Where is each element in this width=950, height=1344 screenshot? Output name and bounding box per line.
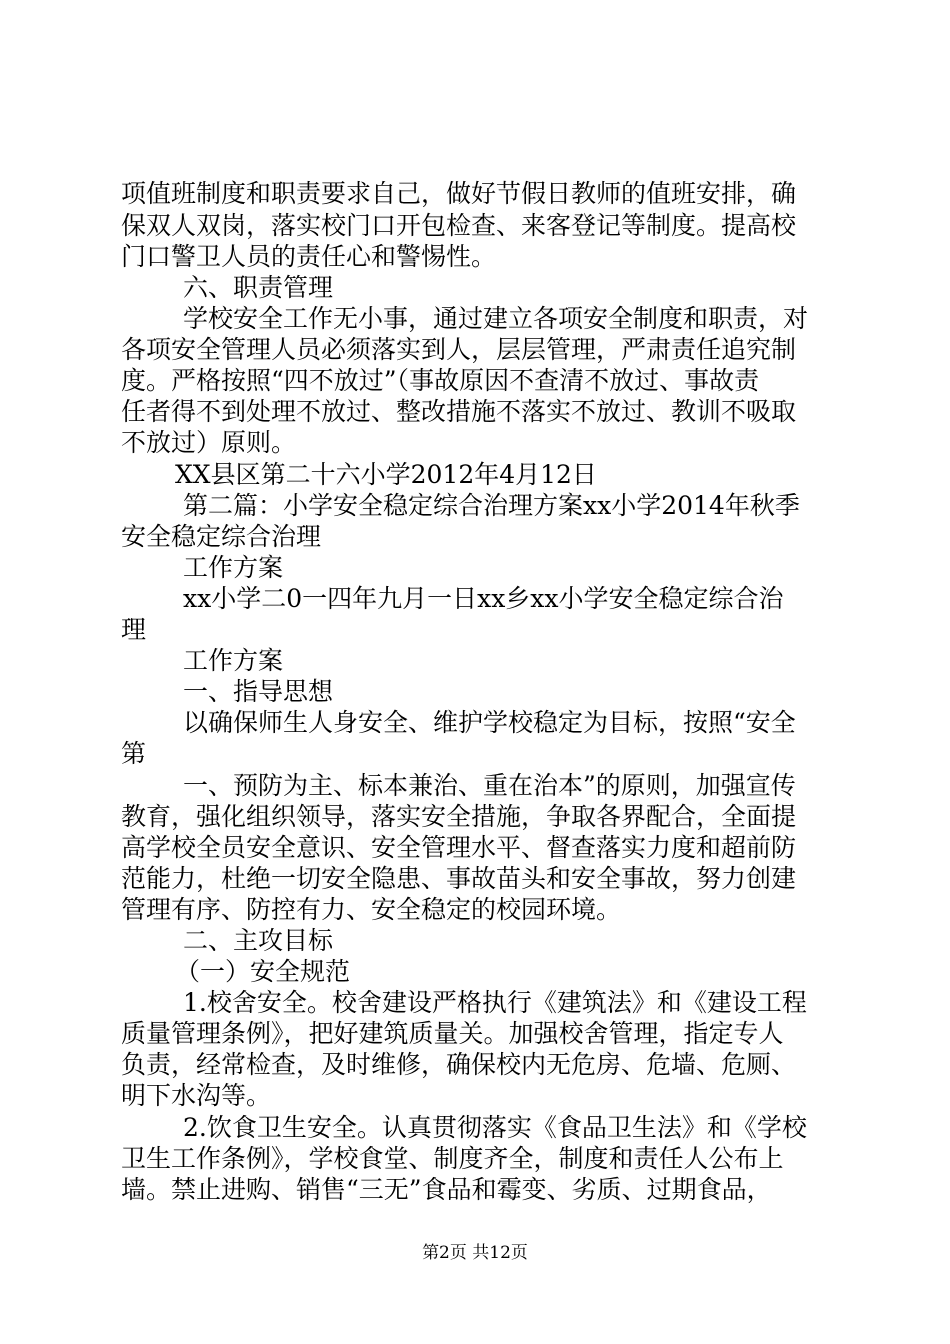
text-line: 以确保师生人身安全、维护学校稳定为目标，按照“安全 — [183, 708, 796, 737]
subsection-heading: （一）安全规范 — [175, 957, 351, 986]
text-line: 2.饮食卫生安全。认真贯彻落实《食品卫生法》和《学校 — [183, 1113, 807, 1142]
text-line: 工作方案 — [183, 646, 284, 675]
text-line: 管理有序、防控有力、安全稳定的校园环境。 — [121, 895, 622, 924]
text-line: 学校安全工作无小事，通过建立各项安全制度和职责，对 — [183, 304, 809, 333]
text-line: 不放过）原则。 — [121, 428, 297, 457]
text-line: 负责，经常检查，及时维修，确保校内无危房、危墙、危厕、 — [121, 1050, 797, 1079]
text-line: 第 — [121, 739, 147, 768]
text-line: 1.校舍安全。校舍建设严格执行《建筑法》和《建设工程 — [183, 988, 807, 1017]
text-line: 各项安全管理人员必须落实到人，层层管理，严肃责任追究制 — [121, 335, 797, 364]
text-line: 明下水沟等。 — [121, 1081, 272, 1110]
text-line: 度。严格按照“四不放过”（事故原因不查清不放过、事故责 — [121, 366, 760, 395]
section-heading: 一、指导思想 — [183, 677, 334, 706]
text-line: 项值班制度和职责要求自己，做好节假日教师的值班安排，确 — [121, 179, 797, 208]
text-line: 工作方案 — [183, 553, 284, 582]
section-heading: 六、职责管理 — [183, 273, 334, 302]
text-line: 范能力，杜绝一切安全隐患、事故苗头和安全事故，努力创建 — [121, 864, 797, 893]
chapter-title: 第二篇：小学安全稳定综合治理方案xx小学2014年秋季 — [183, 491, 800, 520]
text-line: 任者得不到处理不放过、整改措施不落实不放过、教训不吸取 — [121, 397, 797, 426]
text-line: 教育，强化组织领导，落实安全措施，争取各界配合，全面提 — [121, 802, 797, 831]
text-line: 保双人双岗，落实校门口开包检查、来客登记等制度。提高校 — [121, 211, 797, 240]
text-line: 墙。禁止进购、销售“三无”食品和霉变、劣质、过期食品， — [121, 1175, 772, 1204]
text-line: xx小学二0一四年九月一日xx乡xx小学安全稳定综合治 — [183, 584, 784, 613]
signature-line: XX县区第二十六小学2012年4月12日 — [175, 460, 597, 489]
text-line: 质量管理条例》，把好建筑质量关。加强校舍管理，指定专人 — [121, 1019, 784, 1048]
text-line: 高学校全员安全意识、安全管理水平、督查落实力度和超前防 — [121, 833, 797, 862]
section-heading: 二、主攻目标 — [183, 926, 334, 955]
page-number: 第2页 共12页 — [422, 1243, 528, 1263]
text-line: 一、预防为主、标本兼治、重在治本”的原则，加强宣传 — [183, 771, 796, 800]
text-line: 理 — [121, 615, 147, 644]
text-line: 门口警卫人员的责任心和警惕性。 — [121, 242, 497, 271]
text-line: 卫生工作条例》，学校食堂、制度齐全，制度和责任人公布上 — [121, 1144, 784, 1173]
chapter-title: 安全稳定综合治理 — [121, 522, 322, 551]
